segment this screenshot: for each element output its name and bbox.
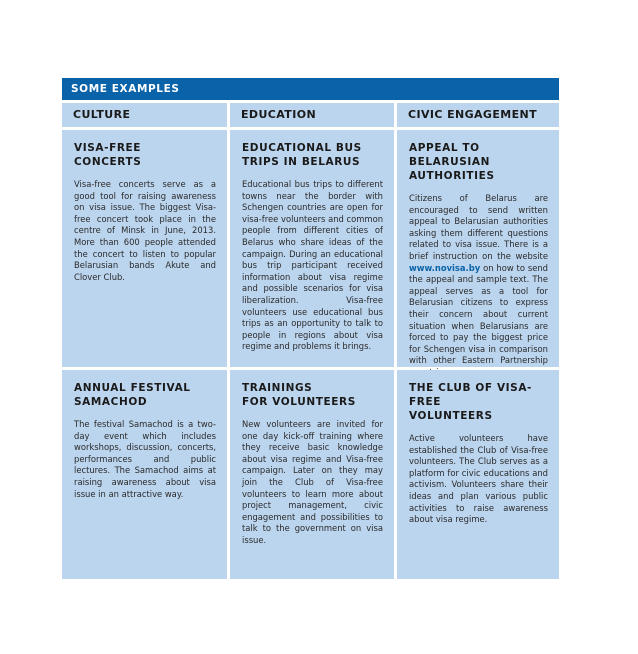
column-header-education: EDUCATION [230, 103, 394, 127]
example-cell-appeal-to-authorities [397, 130, 559, 367]
example-description: The festival Samachod is a two-day event which includes workshops, discussion, concerts, performances and public lectures. The Samachod aims at raising awareness about visa issue in an attractive way. [74, 419, 216, 499]
example-cell-visa-free-concerts [62, 130, 227, 367]
example-description: Active volunteers have established the Club of Visa-free volunteers. The Club serves as a platform for civic educations and activism. Volunteers share their ideas and plan various public activities to raise awareness about visa regime. [409, 433, 548, 525]
example-description: New volunteers are invited for one day kick-off training where they receive basic knowledge about visa regime and Visa-free campaign. Later on they may join the Club of Visa-free volunteers to learn more about project management, civic engagement and possibilities to talk to the government on visa issue. [242, 419, 383, 545]
example-cell-educational-bus-trips [230, 130, 394, 367]
column-headers [62, 103, 559, 127]
novisa-website-link[interactable]: www.novisa.by [409, 262, 481, 273]
example-cell-trainings [230, 370, 394, 579]
example-description [409, 193, 548, 379]
example-description: Educational bus trips to different towns near the border with Schengen countries are open for visa-free volunteers and common people from different cities of Belarus who share ideas of the campaign. During an educational bus trip participant received information about visa regime and possible scenarios for visa liberalization. Visa-free volunteers use educational bus trips as an opportunity to talk to people in regions about visa regime and problems it brings. [242, 179, 383, 352]
example-title: EDUCATIONAL BUS TRIPS IN BELARUS [242, 142, 362, 168]
description-text-after: on how to send the appeal and sample text. The appeal serves as a tool for Belarusian citizens to express their concern about current situation when Belarusians are forced to pay the biggest price for Schengen visa in comparison with other Eastern Partnership [409, 262, 548, 366]
examples-table [62, 78, 559, 579]
example-title: THE CLUB OF VISA-FREE VOLUNTEERS [409, 382, 533, 422]
column-header-civic-engagement: CIVIC ENGAGEMENT [397, 103, 559, 127]
example-description: Visa-free concerts serve as a good tool for raising awareness on visa issue. The biggest Visa-free concert took place in the centre of Minsk in June, 2013. More than 600 people attended the concert to listen to popular Belarusian bands Akute and Clover Club. [74, 179, 216, 282]
example-title: TRAININGS FOR VOLUNTEERS [242, 382, 356, 408]
example-cell-annual-festival [62, 370, 227, 579]
table-row [62, 370, 559, 579]
example-title: VISA-FREE CONCERTS [74, 142, 142, 168]
example-cell-volunteers-club [397, 370, 559, 579]
example-title: ANNUAL FESTIVAL SAMACHOD [74, 382, 191, 408]
example-title: APPEAL TO BELARUSIAN AUTHORITIES [409, 142, 495, 182]
section-banner: SOME EXAMPLES [62, 78, 559, 100]
description-text-before: Citizens of Belarus are encouraged to send written appeal to Belarusian authorities asking them different questions related to visa issue. There is a brief instruction on the website [409, 193, 548, 261]
column-header-culture: CULTURE [62, 103, 227, 127]
table-row [62, 130, 559, 367]
